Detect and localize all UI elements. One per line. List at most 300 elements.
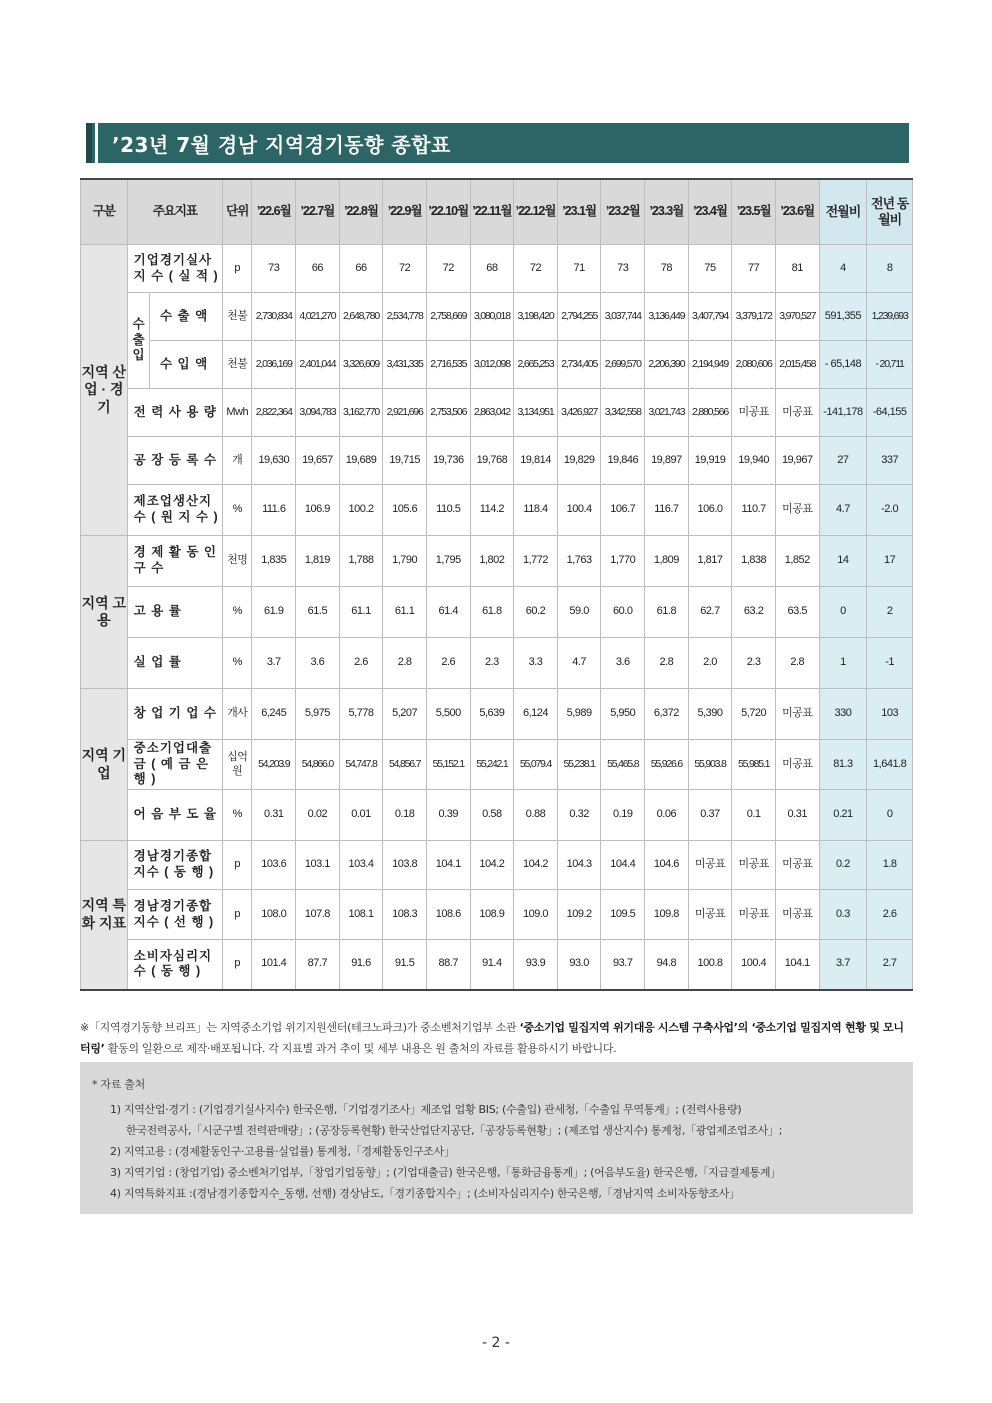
header-month: ’23.5월 [732, 179, 776, 245]
value-cell: 71 [557, 245, 601, 293]
yoy-cell: 103 [867, 689, 913, 740]
indicator-label: 실 업 률 [127, 638, 222, 689]
value-cell: 61.8 [645, 587, 689, 638]
value-cell: 2.3 [470, 638, 514, 689]
unit-cell: 개사 [223, 689, 252, 740]
value-cell: 3,162,770 [339, 389, 383, 437]
value-cell: 5,720 [732, 689, 776, 740]
value-cell: 3,970,527 [775, 293, 819, 341]
value-cell: 0.01 [339, 790, 383, 841]
value-cell: 73 [601, 245, 645, 293]
header-month: ’23.3월 [645, 179, 689, 245]
value-cell: 2.8 [645, 638, 689, 689]
value-cell: 59.0 [557, 587, 601, 638]
value-cell: 0.06 [645, 790, 689, 841]
value-cell: 114.2 [470, 485, 514, 536]
value-cell: 5,975 [296, 689, 340, 740]
value-cell: 5,778 [339, 689, 383, 740]
yoy-cell: -64,155 [867, 389, 913, 437]
value-cell: 0.31 [775, 790, 819, 841]
value-cell: 55,926.6 [645, 740, 689, 790]
value-cell: 54,747.8 [339, 740, 383, 790]
yoy-cell: 17 [867, 536, 913, 587]
table-row [81, 536, 913, 587]
indicator-label: 어 음 부 도 율 [127, 790, 222, 841]
header-month: ’23.1월 [557, 179, 601, 245]
header-month: ’22.12월 [514, 179, 558, 245]
unit-cell: % [223, 587, 252, 638]
value-cell: 106.9 [296, 485, 340, 536]
source-line: 2) 지역고용 : (경제활동인구·고용률·실업률) 통계청,「경제활동인구조사」 [110, 1145, 455, 1158]
value-cell: 107.8 [296, 890, 340, 940]
value-cell: 19,814 [514, 437, 558, 485]
value-cell: 81 [775, 245, 819, 293]
value-cell: 1,763 [557, 536, 601, 587]
value-cell: 미공표 [732, 890, 776, 940]
value-cell: 0.31 [252, 790, 296, 841]
table-row [81, 485, 913, 536]
value-cell: 91.5 [383, 940, 427, 990]
value-cell: 2.8 [775, 638, 819, 689]
value-cell: 2,534,778 [383, 293, 427, 341]
value-cell: 5,390 [688, 689, 732, 740]
value-cell: 19,897 [645, 437, 689, 485]
value-cell: 3,198,420 [514, 293, 558, 341]
value-cell: 91.6 [339, 940, 383, 990]
value-cell: 55,238.1 [557, 740, 601, 790]
header-unit: 단위 [223, 179, 252, 245]
value-cell: 19,689 [339, 437, 383, 485]
indicator-label: 수 출 액 [149, 293, 222, 341]
value-cell: 2,921,696 [383, 389, 427, 437]
yoy-cell: 2 [867, 587, 913, 638]
value-cell: 101.4 [252, 940, 296, 990]
source-line: 4) 지역특화지표 :(경남경기종합지수_동행, 선행) 경상남도,「경기종합지수」; (소비자심리지수) 한국은행,「경남지역 소비자동향조사」 [110, 1187, 740, 1200]
mom-cell: 14 [819, 536, 867, 587]
value-cell: 110.5 [426, 485, 470, 536]
footnote-text: ※「지역경기동향 브리프」는 지역중소기업 위기지원센터(테크노파크)가 중소벤처기업부 소관 [80, 1021, 520, 1034]
value-cell: 1,788 [339, 536, 383, 587]
value-cell: 108.3 [383, 890, 427, 940]
yoy-cell: 1,239,693 [867, 293, 913, 341]
value-cell: 61.4 [426, 587, 470, 638]
value-cell: 106.0 [688, 485, 732, 536]
value-cell: 61.1 [383, 587, 427, 638]
table-row [81, 245, 913, 293]
mom-cell: 591,355 [819, 293, 867, 341]
unit-cell: p [223, 940, 252, 990]
unit-cell: 천명 [223, 536, 252, 587]
value-cell: 2,036,169 [252, 341, 296, 389]
header-month: ’22.7월 [296, 179, 340, 245]
value-cell: 108.0 [252, 890, 296, 940]
value-cell: 2,080,606 [732, 341, 776, 389]
value-cell: 미공표 [775, 841, 819, 890]
source-heading: * 자료 출처 [92, 1078, 145, 1091]
value-cell: 미공표 [775, 890, 819, 940]
value-cell: 1,772 [514, 536, 558, 587]
value-cell: 5,989 [557, 689, 601, 740]
header-month: ’23.4월 [688, 179, 732, 245]
value-cell: 19,940 [732, 437, 776, 485]
value-cell: 116.7 [645, 485, 689, 536]
value-cell: 0.02 [296, 790, 340, 841]
value-cell: 4.7 [557, 638, 601, 689]
value-cell: 19,846 [601, 437, 645, 485]
value-cell: 61.9 [252, 587, 296, 638]
value-cell: 19,967 [775, 437, 819, 485]
value-cell: 93.0 [557, 940, 601, 990]
value-cell: 2.8 [383, 638, 427, 689]
value-cell: 55,465.8 [601, 740, 645, 790]
value-cell: 94.8 [645, 940, 689, 990]
value-cell: 118.4 [514, 485, 558, 536]
value-cell: 2,015,458 [775, 341, 819, 389]
value-cell: 3,021,743 [645, 389, 689, 437]
unit-cell: p [223, 245, 252, 293]
category-cell: 지역 특화 지표 [81, 841, 128, 990]
table-row [81, 940, 913, 990]
value-cell: 93.9 [514, 940, 558, 990]
value-cell: 3,379,172 [732, 293, 776, 341]
value-cell: 2,880,566 [688, 389, 732, 437]
value-cell: 0.58 [470, 790, 514, 841]
value-cell: 87.7 [296, 940, 340, 990]
value-cell: 3,012,098 [470, 341, 514, 389]
indicator-label: 수 입 액 [149, 341, 222, 389]
value-cell: 2,401,044 [296, 341, 340, 389]
value-cell: 55,903.8 [688, 740, 732, 790]
unit-cell: Mwh [223, 389, 252, 437]
value-cell: 3.7 [252, 638, 296, 689]
value-cell: 109.0 [514, 890, 558, 940]
value-cell: 3,136,449 [645, 293, 689, 341]
unit-cell: % [223, 638, 252, 689]
header-indicator: 주요지표 [127, 179, 222, 245]
value-cell: 78 [645, 245, 689, 293]
value-cell: 6,245 [252, 689, 296, 740]
value-cell: 19,657 [296, 437, 340, 485]
table-row [81, 790, 913, 841]
header-month: ’23.6월 [775, 179, 819, 245]
value-cell: 104.4 [601, 841, 645, 890]
source-line: 1) 지역산업·경기 : (기업경기실사지수) 한국은행,「기업경기조사」제조업 업황 BIS; (수출입) 관세청,「수출입 무역통계」; (전력사용량) [110, 1103, 742, 1116]
value-cell: 108.1 [339, 890, 383, 940]
title-bar [86, 123, 909, 163]
value-cell: 103.4 [339, 841, 383, 890]
value-cell: 5,950 [601, 689, 645, 740]
value-cell: 93.7 [601, 940, 645, 990]
mom-cell: -141,178 [819, 389, 867, 437]
value-cell: 1,835 [252, 536, 296, 587]
value-cell: 3,431,335 [383, 341, 427, 389]
value-cell: 1,770 [601, 536, 645, 587]
value-cell: 2,194,949 [688, 341, 732, 389]
value-cell: 1,819 [296, 536, 340, 587]
value-cell: 미공표 [775, 689, 819, 740]
value-cell: 100.4 [557, 485, 601, 536]
value-cell: 0.19 [601, 790, 645, 841]
category-cell: 지역 산업 · 경기 [81, 245, 128, 536]
mom-cell: 27 [819, 437, 867, 485]
value-cell: 2,206,390 [645, 341, 689, 389]
unit-cell: 개 [223, 437, 252, 485]
value-cell: 105.6 [383, 485, 427, 536]
source-line: 한국전력공사,「시군구별 전력판매량」; (공장등록현황) 한국산업단지공단,「공장등록현황」; (제조업 생산지수) 통계청,「광업제조업조사」; [126, 1124, 783, 1137]
value-cell: 3.6 [601, 638, 645, 689]
value-cell: 2,699,570 [601, 341, 645, 389]
yoy-cell: -2.0 [867, 485, 913, 536]
indicator-label: 기업경기실사 지 수 ( 실 적 ) [127, 245, 222, 293]
source-line: 3) 지역기업 : (창업기업) 중소벤처기업부,「창업기업동향」; (기업대출금) 한국은행,「통화금융통계」; (어음부도율) 한국은행,「지급결제통계」 [110, 1166, 781, 1179]
mom-cell: 0 [819, 587, 867, 638]
yoy-cell: 1.8 [867, 841, 913, 890]
yoy-cell: 1,641.8 [867, 740, 913, 790]
value-cell: 66 [296, 245, 340, 293]
value-cell: 109.8 [645, 890, 689, 940]
yoy-cell: 0 [867, 790, 913, 841]
value-cell: 104.2 [470, 841, 514, 890]
value-cell: 72 [426, 245, 470, 293]
indicator-label: 전 력 사 용 량 [127, 389, 222, 437]
mom-cell: 4.7 [819, 485, 867, 536]
mom-cell: 0.3 [819, 890, 867, 940]
value-cell: 55,985.1 [732, 740, 776, 790]
header-row [81, 179, 913, 245]
value-cell: 19,768 [470, 437, 514, 485]
table-row [81, 341, 913, 389]
value-cell: 3,426,927 [557, 389, 601, 437]
unit-cell: p [223, 841, 252, 890]
unit-cell: % [223, 485, 252, 536]
value-cell: 109.5 [601, 890, 645, 940]
page-title: ’23년 7월 경남 지역경기동향 종합표 [112, 133, 451, 157]
yoy-cell: -1 [867, 638, 913, 689]
unit-cell: 십억원 [223, 740, 252, 790]
value-cell: 2,665,253 [514, 341, 558, 389]
value-cell: 2,648,780 [339, 293, 383, 341]
value-cell: 55,242.1 [470, 740, 514, 790]
value-cell: 108.9 [470, 890, 514, 940]
value-cell: 61.8 [470, 587, 514, 638]
value-cell: 110.7 [732, 485, 776, 536]
value-cell: 66 [339, 245, 383, 293]
table-row [81, 841, 913, 890]
yoy-cell: - 20,711 [867, 341, 913, 389]
value-cell: 3,342,558 [601, 389, 645, 437]
value-cell: 19,630 [252, 437, 296, 485]
source-box [80, 1062, 913, 1214]
table-row [81, 587, 913, 638]
value-cell: 3.6 [296, 638, 340, 689]
table-row [81, 638, 913, 689]
category-cell: 지역 고용 [81, 536, 128, 689]
value-cell: 미공표 [775, 485, 819, 536]
value-cell: 54,203.9 [252, 740, 296, 790]
export-import-group-label: 수 출 입 [127, 293, 149, 389]
value-cell: 88.7 [426, 940, 470, 990]
summary-table [80, 178, 913, 991]
value-cell: 104.2 [514, 841, 558, 890]
unit-cell: 천불 [223, 293, 252, 341]
table-row [81, 293, 913, 341]
value-cell: 63.2 [732, 587, 776, 638]
value-cell: 63.5 [775, 587, 819, 638]
value-cell: 2,794,255 [557, 293, 601, 341]
header-yoy: 전년 동월비 [867, 179, 913, 245]
value-cell: 61.5 [296, 587, 340, 638]
title-accent [86, 123, 92, 163]
indicator-label: 경남경기종합지수 ( 동 행 ) [127, 841, 222, 890]
value-cell: 미공표 [775, 740, 819, 790]
value-cell: 62.7 [688, 587, 732, 638]
table-row [81, 890, 913, 940]
value-cell: 2.0 [688, 638, 732, 689]
value-cell: 54,866.0 [296, 740, 340, 790]
value-cell: 3,134,951 [514, 389, 558, 437]
value-cell: 3,094,783 [296, 389, 340, 437]
header-mom: 전월비 [819, 179, 867, 245]
value-cell: 1,809 [645, 536, 689, 587]
yoy-cell: 2.6 [867, 890, 913, 940]
indicator-label: 중소기업대출금 ( 예 금 은 행 ) [127, 740, 222, 790]
value-cell: 106.7 [601, 485, 645, 536]
mom-cell: 1 [819, 638, 867, 689]
title-accent-line [95, 123, 98, 163]
value-cell: 55,152.1 [426, 740, 470, 790]
header-month: ’22.11월 [470, 179, 514, 245]
value-cell: 0.18 [383, 790, 427, 841]
value-cell: 2,753,506 [426, 389, 470, 437]
value-cell: 55,079.4 [514, 740, 558, 790]
footnote-bold: ‘중소기업 밀집지역 위기대응 시스템 구축사업’의 ‘중소기업 밀집지역 현황 및 모니터링’ [80, 1021, 904, 1055]
table-row [81, 740, 913, 790]
yoy-cell: 337 [867, 437, 913, 485]
value-cell: 100.8 [688, 940, 732, 990]
value-cell: 미공표 [688, 890, 732, 940]
value-cell: 0.1 [732, 790, 776, 841]
indicator-label: 공 장 등 록 수 [127, 437, 222, 485]
mom-cell: 81.3 [819, 740, 867, 790]
indicator-label: 제조업생산지수 ( 원 지 수 ) [127, 485, 222, 536]
page-number: - 2 - [482, 1335, 510, 1351]
value-cell: 2.6 [426, 638, 470, 689]
yoy-cell: 2.7 [867, 940, 913, 990]
value-cell: 미공표 [775, 389, 819, 437]
value-cell: 19,829 [557, 437, 601, 485]
value-cell: 91.4 [470, 940, 514, 990]
indicator-label: 경남경기종합지수 ( 선 행 ) [127, 890, 222, 940]
value-cell: 104.1 [426, 841, 470, 890]
value-cell: 104.1 [775, 940, 819, 990]
header-month: ’23.2월 [601, 179, 645, 245]
value-cell: 미공표 [732, 841, 776, 890]
mom-cell: 330 [819, 689, 867, 740]
value-cell: 5,639 [470, 689, 514, 740]
value-cell: 0.32 [557, 790, 601, 841]
value-cell: 3,037,744 [601, 293, 645, 341]
value-cell: 60.0 [601, 587, 645, 638]
value-cell: 19,919 [688, 437, 732, 485]
table-row [81, 389, 913, 437]
value-cell: 5,207 [383, 689, 427, 740]
value-cell: 2.6 [339, 638, 383, 689]
indicator-label: 소비자심리지수 ( 동 행 ) [127, 940, 222, 990]
value-cell: 2,758,669 [426, 293, 470, 341]
value-cell: 3,080,018 [470, 293, 514, 341]
value-cell: 77 [732, 245, 776, 293]
header-category: 구분 [81, 179, 128, 245]
value-cell: 2,734,405 [557, 341, 601, 389]
value-cell: 1,802 [470, 536, 514, 587]
value-cell: 108.6 [426, 890, 470, 940]
value-cell: 0.39 [426, 790, 470, 841]
header-month: ’22.9월 [383, 179, 427, 245]
unit-cell: % [223, 790, 252, 841]
mom-cell: 0.21 [819, 790, 867, 841]
mom-cell: 3.7 [819, 940, 867, 990]
value-cell: 104.3 [557, 841, 601, 890]
indicator-label: 경 제 활 동 인 구 수 [127, 536, 222, 587]
value-cell: 1,795 [426, 536, 470, 587]
value-cell: 72 [383, 245, 427, 293]
header-month: ’22.6월 [252, 179, 296, 245]
mom-cell: 4 [819, 245, 867, 293]
header-month: ’22.8월 [339, 179, 383, 245]
value-cell: 미공표 [688, 841, 732, 890]
value-cell: 111.6 [252, 485, 296, 536]
value-cell: 60.2 [514, 587, 558, 638]
table-row [81, 689, 913, 740]
value-cell: 0.88 [514, 790, 558, 841]
value-cell: 6,372 [645, 689, 689, 740]
value-cell: 73 [252, 245, 296, 293]
category-cell: 지역 기업 [81, 689, 128, 841]
indicator-label: 창 업 기 업 수 [127, 689, 222, 740]
value-cell: 6,124 [514, 689, 558, 740]
value-cell: 5,500 [426, 689, 470, 740]
unit-cell: 천불 [223, 341, 252, 389]
value-cell: 2.3 [732, 638, 776, 689]
value-cell: 68 [470, 245, 514, 293]
value-cell: 2,822,364 [252, 389, 296, 437]
footnote [80, 1017, 913, 1059]
value-cell: 100.4 [732, 940, 776, 990]
unit-cell: p [223, 890, 252, 940]
value-cell: 1,852 [775, 536, 819, 587]
value-cell: 1,817 [688, 536, 732, 587]
value-cell: 2,716,535 [426, 341, 470, 389]
value-cell: 2,730,834 [252, 293, 296, 341]
value-cell: 103.6 [252, 841, 296, 890]
table-row [81, 437, 913, 485]
value-cell: 19,715 [383, 437, 427, 485]
value-cell: 1,838 [732, 536, 776, 587]
value-cell: 104.6 [645, 841, 689, 890]
mom-cell: 0.2 [819, 841, 867, 890]
yoy-cell: 8 [867, 245, 913, 293]
value-cell: 103.1 [296, 841, 340, 890]
value-cell: 3.3 [514, 638, 558, 689]
value-cell: 1,790 [383, 536, 427, 587]
value-cell: 3,407,794 [688, 293, 732, 341]
footnote-suffix: 활동의 일환으로 제작·배포됩니다. 각 지표별 과거 추이 및 세부 내용은 원 출처의 자료를 활용하시기 바랍니다. [104, 1042, 617, 1055]
value-cell: 109.2 [557, 890, 601, 940]
value-cell: 0.37 [688, 790, 732, 841]
value-cell: 2,863,042 [470, 389, 514, 437]
value-cell: 19,736 [426, 437, 470, 485]
value-cell: 4,021,270 [296, 293, 340, 341]
